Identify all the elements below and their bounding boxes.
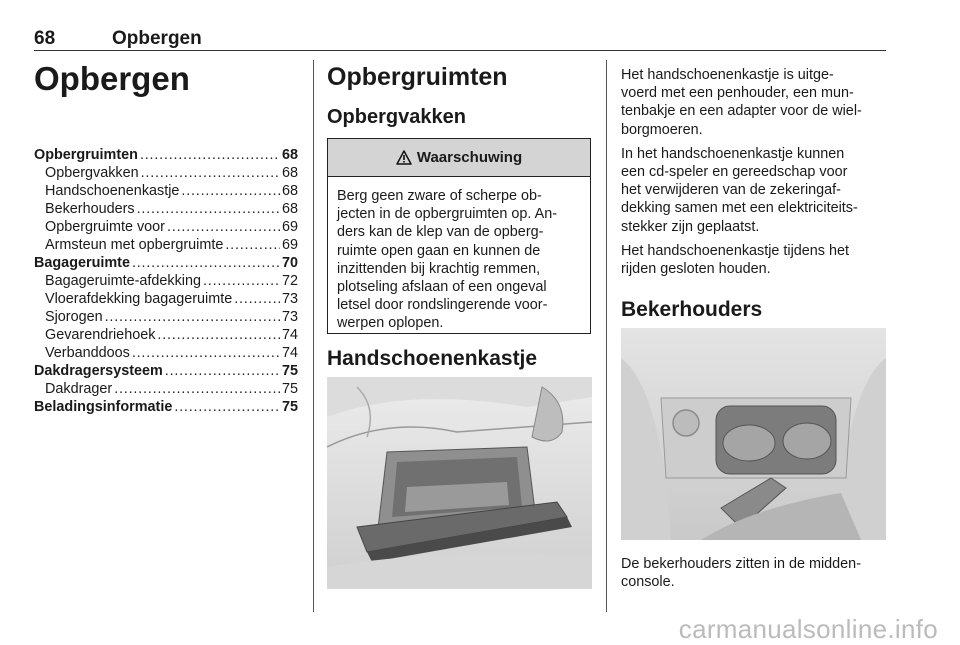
toc-leader-dots [157, 326, 280, 344]
toc-leader-dots [137, 200, 280, 218]
chapter-title: Opbergen [34, 60, 190, 97]
toc-leader-dots [203, 272, 280, 290]
warning-line: jecten in de opbergruimten op. An- [337, 206, 557, 223]
toc-label: Handschoenenkastje [45, 183, 180, 199]
text-line: rijden gesloten houden. [621, 261, 771, 278]
toc-main-entry[interactable] [34, 362, 298, 380]
section-heading: Opbergruimten [327, 63, 508, 91]
toc-sub-entry[interactable] [34, 236, 298, 254]
warning-line: ders kan de klep van de opberg- [337, 224, 544, 241]
toc-page-number: 75 [281, 363, 298, 379]
warning-box [327, 138, 591, 334]
glovebox-heading: Handschoenenkastje [327, 347, 538, 370]
toc-label: Gevarendriehoek [45, 327, 156, 343]
toc-sub-entry[interactable] [34, 290, 298, 308]
toc-leader-dots [167, 218, 280, 236]
toc-page-number: 70 [281, 255, 298, 271]
toc-label: Vloerafdekking bagageruimte [45, 291, 233, 307]
text-line: een cd-speler en gereedschap voor [621, 164, 848, 181]
toc-sub-entry[interactable] [34, 272, 298, 290]
paragraph [621, 242, 889, 278]
cupholder-heading: Bekerhouders [621, 298, 763, 321]
toc-page-number: 72 [281, 273, 298, 289]
toc-sub-entry[interactable] [34, 182, 298, 200]
toc-page-number: 75 [281, 381, 298, 397]
section-opbergruimten [327, 62, 593, 130]
toc-page-number: 73 [281, 309, 298, 325]
toc-label: Beladingsinformatie [34, 399, 173, 415]
warning-line: plotseling afslaan of een ongeval [337, 279, 547, 296]
text-line: De bekerhouders zitten in de midden- [621, 556, 861, 572]
cupholder-illustration [621, 328, 886, 540]
toc-page-number: 68 [281, 147, 298, 163]
text-line: console. [621, 574, 675, 591]
toc-page-number: 73 [281, 291, 298, 307]
toc-sub-entry[interactable] [34, 164, 298, 182]
toc-label: Sjorogen [45, 309, 103, 325]
toc-label: Dakdragersysteem [34, 363, 163, 379]
warning-header [328, 139, 590, 177]
toc-label: Dakdrager [45, 381, 113, 397]
toc-page-number: 74 [281, 327, 298, 343]
toc-page-number: 69 [281, 237, 298, 253]
warning-line: inzittenden bij krachtig remmen, [337, 260, 541, 277]
toc-page-number: 68 [281, 183, 298, 199]
text-line: dekking samen met een elektriciteits- [621, 200, 858, 217]
page-header [34, 28, 886, 51]
warning-title: Waarschuwing [416, 149, 523, 166]
toc-page-number: 74 [281, 345, 298, 361]
cupholder-description [621, 555, 889, 591]
table-of-contents [34, 146, 298, 416]
toc-leader-dots [165, 362, 280, 380]
warning-triangle-icon [396, 150, 412, 165]
toc-label: Bagageruimte [34, 255, 130, 271]
toc-label: Bagageruimte-afdekking [45, 273, 201, 289]
watermark: carmanualsonline.info [678, 614, 938, 644]
warning-line: werpen oplopen. [337, 315, 444, 332]
toc-main-entry[interactable] [34, 146, 298, 164]
text-line: stekker zijn geplaatst. [621, 218, 760, 235]
toc-page-number: 69 [281, 219, 298, 235]
toc-leader-dots [114, 380, 280, 398]
text-line: Het handschoenenkastje tijdens het [621, 242, 850, 259]
toc-page-number: 68 [281, 201, 298, 217]
text-line: Het handschoenenkastje is uitge- [621, 67, 834, 83]
toc-sub-entry[interactable] [34, 218, 298, 236]
glovebox-illustration [327, 377, 592, 589]
warning-line: letsel door rondslingerende voor- [337, 297, 548, 314]
column-divider [313, 60, 314, 612]
warning-line: ruimte open gaan en kunnen de [337, 242, 541, 259]
toc-sub-entry[interactable] [34, 326, 298, 344]
text-line: tenbakje en een adapter voor de wiel- [621, 103, 862, 120]
toc-leader-dots [140, 146, 280, 164]
warning-line: Berg geen zware of scherpe ob- [337, 188, 542, 204]
header-title: Opbergen [112, 28, 202, 49]
toc-page-number: 68 [281, 165, 298, 181]
toc-leader-dots [234, 290, 280, 308]
warning-text [328, 177, 590, 333]
toc-leader-dots [174, 398, 280, 416]
toc-main-entry[interactable] [34, 398, 298, 416]
column-divider [606, 60, 607, 612]
toc-label: Opbergruimten [34, 147, 138, 163]
toc-sub-entry[interactable] [34, 380, 298, 398]
glovebox-description [621, 66, 889, 284]
toc-leader-dots [132, 344, 280, 362]
toc-sub-entry[interactable] [34, 344, 298, 362]
toc-leader-dots [181, 182, 280, 200]
toc-leader-dots [141, 164, 280, 182]
toc-label: Armsteun met opbergruimte [45, 237, 224, 253]
page-number: 68 [34, 28, 56, 49]
subsection-heading: Opbergvakken [327, 106, 466, 128]
toc-sub-entry[interactable] [34, 308, 298, 326]
text-line: het verwijderen van de zekeringaf- [621, 182, 841, 199]
toc-main-entry[interactable] [34, 254, 298, 272]
text-line: In het handschoenenkastje kunnen [621, 145, 845, 162]
paragraph [621, 66, 889, 139]
toc-sub-entry[interactable] [34, 200, 298, 218]
toc-leader-dots [132, 254, 280, 272]
toc-label: Bekerhouders [45, 201, 135, 217]
toc-label: Verbanddoos [45, 345, 130, 361]
toc-label: Opbergvakken [45, 165, 139, 181]
toc-leader-dots [225, 236, 280, 254]
text-line: borgmoeren. [621, 121, 703, 138]
toc-page-number: 75 [281, 399, 298, 415]
toc-label: Opbergruimte voor [45, 219, 165, 235]
text-line: voerd met een penhouder, een mun- [621, 85, 854, 102]
paragraph [621, 145, 889, 236]
toc-leader-dots [105, 308, 280, 326]
